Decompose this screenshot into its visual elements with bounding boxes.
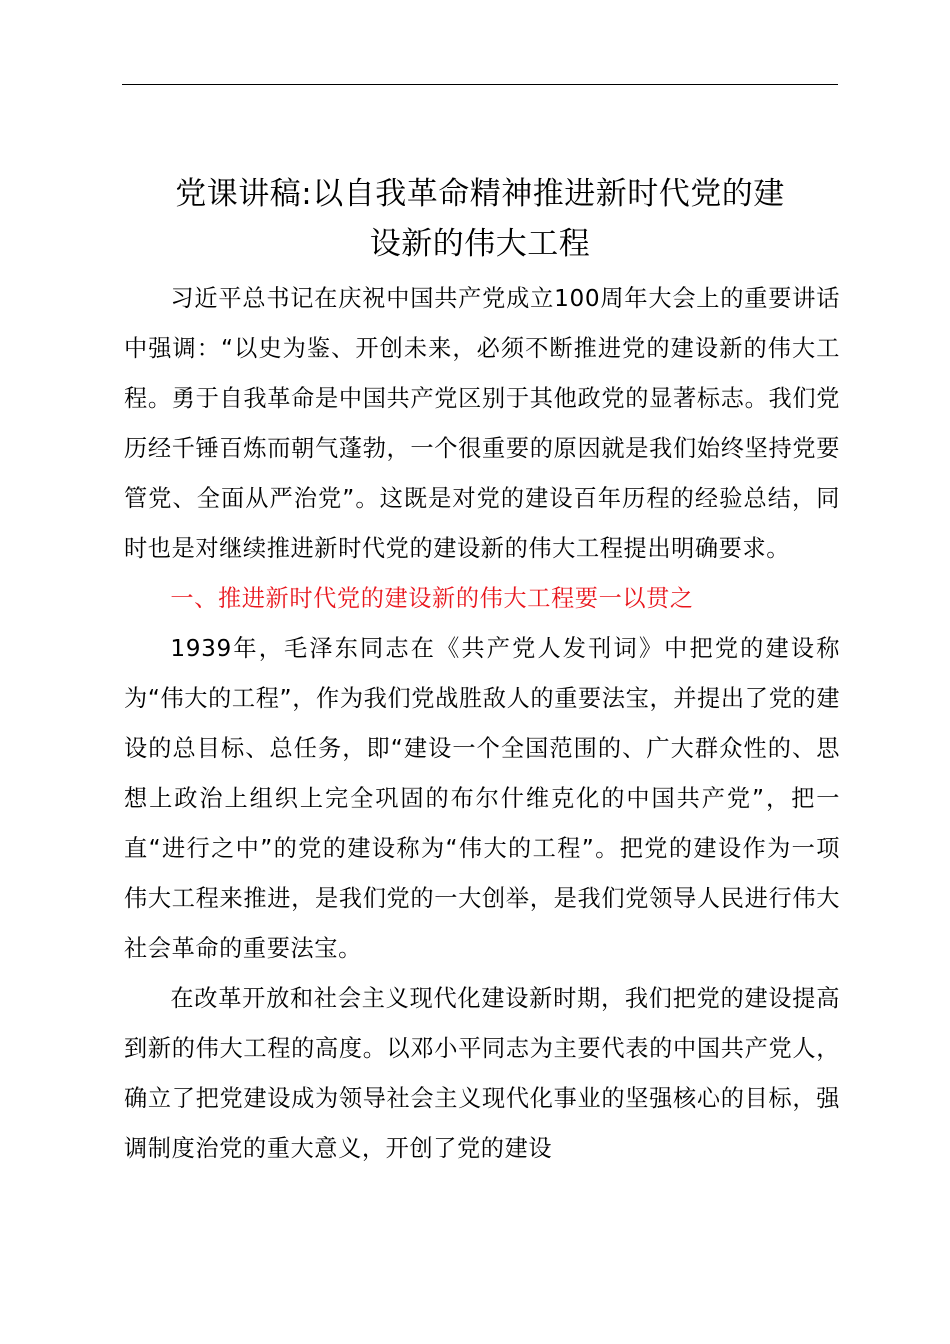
paragraph-1939: 1939年，毛泽东同志在《共产党人发刊词》中把党的建设称为“伟大的工程”，作为我们党战胜敌人的重要法宝，并提出了党的建设的总目标、总任务，即“建设一个全国范围的、广大群众性的、思想上政治上组织上完全巩固的布尔什维克化的中国共产党”，把一直“进行之中”的党的建设称为“伟大的工程”。把党的建设作为一项伟大工程来推进，是我们党的一大创举，是我们党领导人民进行伟大社会革命的重要法宝。 — [124, 635, 840, 962]
header-rule — [122, 84, 838, 85]
title-line-1: 党课讲稿:以自我革命精神推进新时代党的建 — [175, 175, 785, 212]
document-body — [124, 274, 840, 1174]
document-title — [110, 169, 850, 269]
paragraph-intro: 习近平总书记在庆祝中国共产党成立100周年大会上的重要讲话中强调：“以史为鉴、开创未来，必须不断推进党的建设新的伟大工程。勇于自我革命是中国共产党区别于其他政党的显著标志。我们党历经千锤百炼而朝气蓬勃，一个很重要的原因就是我们始终坚持党要管党、全面从严治党”。这既是对党的建设百年历程的经验总结，同时也是对继续推进新时代党的建设新的伟大工程提出明确要求。 — [124, 285, 840, 562]
section-heading-1: 一、推进新时代党的建设新的伟大工程要一以贯之 — [170, 585, 694, 612]
paragraph-reform-era: 在改革开放和社会主义现代化建设新时期，我们把党的建设提高到新的伟大工程的高度。以邓小平同志为主要代表的中国共产党人，确立了把党建设成为领导社会主义现代化事业的坚强核心的目标，强调制度治党的重大意义，开创了党的建设 — [124, 985, 840, 1162]
title-line-2: 设新的伟大工程 — [369, 225, 591, 262]
